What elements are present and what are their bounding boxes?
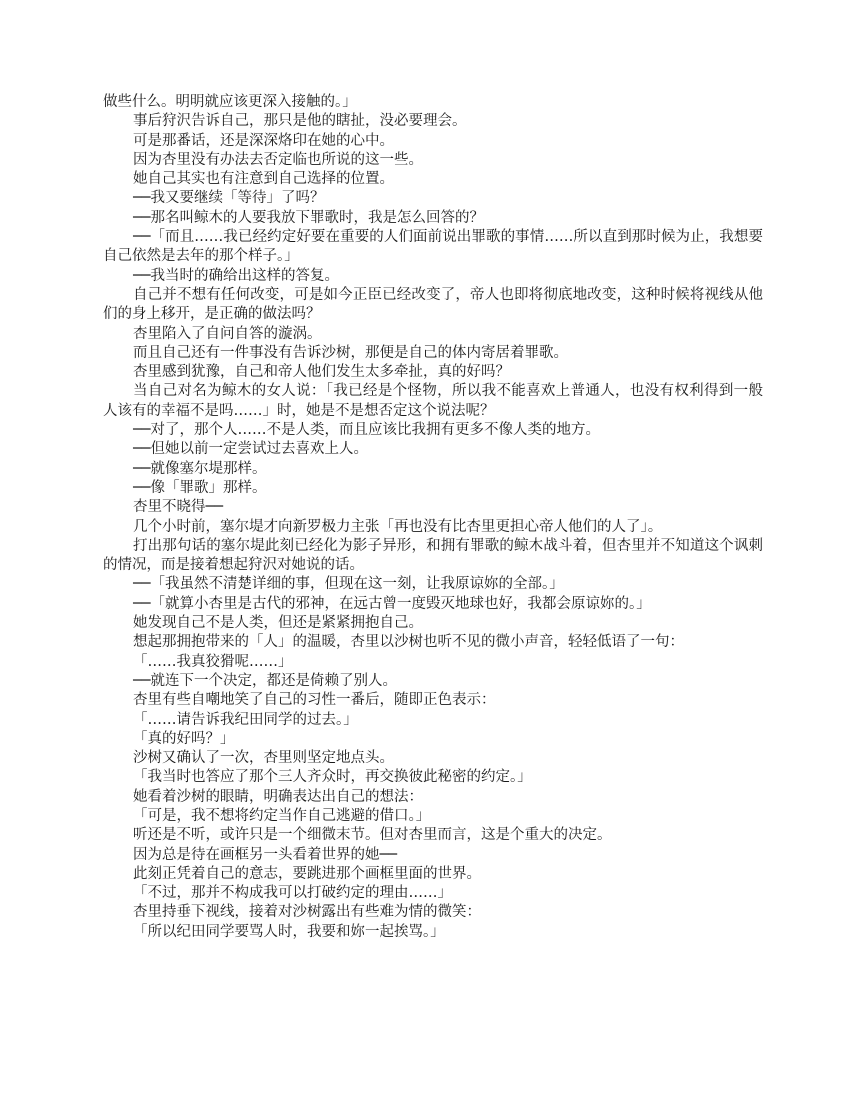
paragraph: 而且自己还有一件事没有告诉沙树，那便是自己的体内寄居着罪歌。	[133, 344, 568, 361]
paragraph: 杏里有些自嘲地笑了自己的习性一番后，随即正色表示：	[133, 692, 496, 709]
paragraph: 当自己对名为鲸木的女人说：「我已经是个怪物，所以我不能喜欢上普通人，也没有权利得到一般人该有的幸福不是吗……」时，她是不是想否定这个说法呢？	[103, 383, 763, 419]
paragraph: 听还是不听，或许只是一个细微末节。但对杏里而言，这是个重大的决定。	[133, 827, 612, 844]
paragraph: ──我又要继续「等待」了吗？	[133, 190, 325, 207]
paragraph: 「……我真狡猾呢……」	[133, 653, 293, 670]
paragraph: 「……请告诉我纪田同学的过去。」	[133, 711, 358, 728]
paragraph: 杏里感到犹豫，自己和帝人他们发生太多牵扯，真的好吗？	[133, 364, 510, 381]
paragraph: 做些什么。明明就应该更深入接触的。」	[103, 94, 357, 110]
paragraph: 「可是，我不想将约定当作自己逃避的借口。」	[133, 807, 431, 824]
paragraph: 自己并不想有任何改变，可是如今正臣已经改变了，帝人也即将彻底地改变，这种时候将视线从他们的身上移开，是正确的做法吗？	[103, 286, 763, 323]
paragraph: 此刻正凭着自己的意志，要跳进那个画框里面的世界。	[133, 865, 481, 882]
paragraph: 几个小时前，塞尔堤才向新罗极力主张「再也没有比杏里更担心帝人他们的人了」。	[133, 518, 663, 535]
paragraph: 她发现自己不是人类，但还是紧紧拥抱自己。	[133, 615, 423, 632]
paragraph: ──「而且……我已经约定好要在重要的人们面前说出罪歌的事情……所以直到那时候为止，我想要自己依然是去年的那个样子。」	[103, 229, 763, 265]
paragraph: 「所以纪田同学要骂人时，我要和妳一起挨骂。」	[133, 923, 445, 940]
paragraph: 可是那番话，还是深深烙印在她的心中。	[133, 132, 394, 149]
paragraph: 她自己其实也有注意到自己选择的位置。	[133, 171, 394, 188]
paragraph: ──那名叫鲸木的人要我放下罪歌时，我是怎么回答的？	[133, 209, 484, 226]
paragraph: 想起那拥抱带来的「人」的温暖，杏里以沙树也听不见的微小声音，轻轻低语了一句：	[133, 634, 684, 651]
paragraph: ──就像塞尔堤那样。	[133, 460, 267, 477]
paragraph: 杏里持垂下视线，接着对沙树露出有些难为情的微笑：	[133, 904, 481, 921]
paragraph: 她看着沙树的眼睛，明确表达出自己的想法：	[133, 788, 423, 805]
document-page	[103, 93, 763, 942]
paragraph: ──对了，那个人……不是人类，而且应该比我拥有更多不像人类的地方。	[133, 422, 600, 439]
paragraph: 杏里陷入了自问自答的漩涡。	[133, 325, 322, 342]
paragraph: 杏里不晓得──	[133, 499, 223, 516]
paragraph: ──像「罪歌」那样。	[133, 479, 267, 496]
paragraph: 沙树又确认了一次，杏里则坚定地点头。	[133, 750, 394, 767]
paragraph: ──但她以前一定尝试过去喜欢上人。	[133, 441, 368, 458]
paragraph: ──我当时的确给出这样的答复。	[133, 267, 339, 284]
paragraph: 因为杏里没有办法去否定临也所说的这一些。	[133, 151, 423, 168]
paragraph: 因为总是待在画框另一头看着世界的她──	[133, 846, 397, 863]
paragraph: ──就连下一个决定，都还是倚赖了别人。	[133, 672, 397, 689]
paragraph: ──「就算小杏里是古代的邪神，在远古曾一度毁灭地球也好，我都会原谅妳的。」	[133, 595, 651, 612]
paragraph: ──「我虽然不清楚详细的事，但现在这一刻，让我原谅妳的全部。」	[133, 576, 564, 593]
paragraph: 事后狩沢告诉自己，那只是他的瞎扯，没必要理会。	[133, 113, 467, 130]
paragraph: 打出那句话的塞尔堤此刻已经化为影子异形，和拥有罪歌的鲸木战斗着，但杏里并不知道这个讽刺的情况，而是接着想起狩沢对她说的话。	[103, 537, 763, 574]
paragraph: 「真的好吗？」	[133, 730, 235, 747]
paragraph: 「我当时也答应了那个三人齐众时，再交换彼此秘密的约定。」	[133, 769, 532, 786]
paragraph: 「不过，那并不构成我可以打破约定的理由……」	[133, 885, 452, 902]
